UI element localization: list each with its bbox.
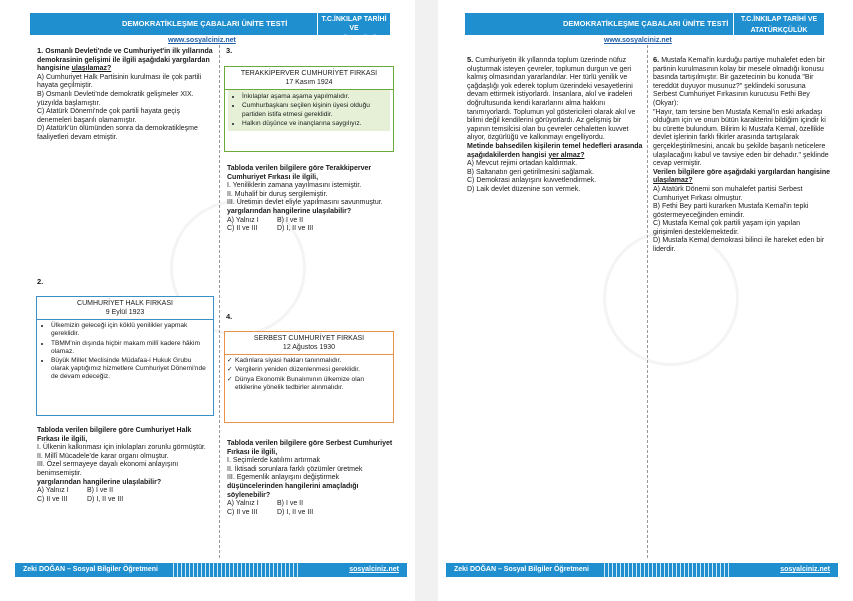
- table-title: [37, 297, 213, 320]
- page-left: [0, 0, 415, 601]
- option-d[interactable]: D) Mustafa Kemal demokrasi bilinci ile hareket eden bir liderdir.: [653, 237, 825, 254]
- question-4: [227, 440, 395, 517]
- party-date: 17 Kasım 1924: [285, 78, 333, 86]
- option-a[interactable]: A) Cumhuriyet Halk Partisinin kurulması ile çok partili hayata geçilmiştir.: [37, 73, 202, 90]
- footer-bar: [15, 563, 407, 577]
- option-c[interactable]: C) Demokrasi anlayışını kuvvetlendirmek.: [467, 177, 597, 185]
- course-label-line2: ATATÜRKÇÜLÜK: [325, 36, 383, 43]
- question-number: 2.: [37, 277, 44, 286]
- option-d[interactable]: D) Laik devlet düzenine son vermek.: [467, 185, 581, 193]
- question-number: 4.: [226, 312, 233, 321]
- party-name: TERAKKİPERVER CUMHURİYET FIRKASI: [240, 70, 378, 77]
- footer-site-link[interactable]: sosyalciniz.net: [349, 566, 399, 573]
- statement-item: I. Ülkenin kalkınması için inkılapları zorunlu görmüştür.: [37, 444, 206, 452]
- option-b[interactable]: B) Fethi Bey parti kurarken Mustafa Kemal'in tepki göstermeyeceğinden emindir.: [653, 203, 809, 219]
- course-label-line1: T.C.İNKILAP TARİHİ VE: [321, 16, 387, 32]
- bullet-item: ✓ Vergilerin yeniden düzenlenmesi gereklidir.: [235, 366, 389, 374]
- option-d[interactable]: D) Atatürk'ün ölümünden sonra da demokratikleşme faaliyetleri devam etmiştir.: [37, 125, 198, 141]
- header-site-link[interactable]: www.sosyalciniz.net: [604, 37, 672, 44]
- bullet-item: ✓ Kadınlara siyasi hakları tanınmalıdır.: [235, 357, 389, 365]
- bullet-item: • Ülkemizin geleceği için köklü yenilikler yapmak gereklidir.: [51, 322, 209, 338]
- bullet-item: ✓ Dünya Ekonomik Bunalımının ülkemize olan etkilerine yönelik tedbirler alınmalıdır.: [235, 376, 389, 392]
- bullet-item: • Büyük Millet Meclisinde Müdafaa-i Hukuk Grubu olarak yaptığımız hizmetlere Cumhuriyet Dönemi'nde de devam edeceğiz.: [51, 357, 209, 382]
- option-c[interactable]: C) II ve III: [227, 508, 258, 516]
- header-title: DEMOKRATİKLEŞME ÇABALARI ÜNİTE TESTİ: [563, 19, 729, 28]
- statement-item: I. Yeniliklerin zamana yayılmasını istemiştir.: [227, 182, 362, 190]
- question-3: [227, 165, 395, 234]
- statement-item: II. Muhalif bir duruş sergilemiştir.: [227, 190, 328, 198]
- bullet-list: [228, 93, 390, 131]
- question-number: 1.: [37, 46, 44, 55]
- question-stem-emphasis: yer almaz?: [548, 151, 585, 159]
- statement-item: III. Egemenlik anlayışını değiştirmek: [227, 474, 340, 482]
- question-2-number: [37, 278, 43, 288]
- option-d[interactable]: D) I, II ve III: [87, 495, 124, 503]
- footer-author: Zeki DOĞAN – Sosyal Bilgiler Öğretmeni: [23, 566, 158, 573]
- option-a[interactable]: A) Mevcut rejimi ortadan kaldırmak.: [467, 160, 578, 168]
- column-divider: [219, 45, 220, 558]
- header-title-bar: [30, 13, 317, 35]
- question-quote: "Hayır, tam tersine ben Mustafa Kemal'in eski arkadaşı olduğum için ve onun bütün karakterini bildiğim içindir ki bu cürette bulundum. Bilirim ki Mustafa Kemal, özellikle devlet işlerinin farklı fikirler arasında tartışılarak gerçekleştirilmesini, ancak bu şekilde başarılı neticelere ulaşılacağını kabul ve tavsiye eden bir dehadır." şeklinde cevap vermiştir.: [653, 108, 829, 168]
- page-right: [438, 0, 853, 601]
- statement-item: III. Özel sermayeye dayalı ekonomi anlayışını benimsemiştir.: [37, 461, 179, 477]
- question-prompt: düşüncelerinden hangilerini amaçladığı söylenebilir?: [227, 482, 359, 499]
- footer-stripe: [601, 563, 731, 577]
- question-passage: Mustafa Kemal'in kurduğu partiye muhalefet eden bir partinin kurulmasının kolay bir mesele olmadığı konusu basında tartışılmıştır. Bir gazetecinin bu konuda "Bir tereddüt duyuyor musunuz?" şeklindeki sorusuna Serbest Cumhuriyet Fırkasının kurucusu Fethi Bey (Okyar):: [653, 57, 825, 107]
- footer-site-link[interactable]: sosyalciniz.net: [780, 566, 830, 573]
- question-stem: Tabloda verilen bilgilere göre Cumhuriyet Halk Fırkası ile ilgili,: [37, 427, 192, 443]
- question-prompt: yargılarından hangilerine ulaşılabilir?: [37, 478, 162, 486]
- table-body: [228, 90, 390, 131]
- statement-item: III. Üretimin devlet eliyle yapılmasını savunmuştur.: [227, 199, 383, 207]
- statement-item: II. İktisadi sorunlara farklı çözümler üretmek: [227, 465, 363, 473]
- header-course-label: [734, 13, 824, 35]
- page-gutter: [415, 0, 438, 601]
- question-number: 6.: [653, 55, 660, 64]
- question-stem: Tabloda verilen bilgilere göre Serbest Cumhuriyet Fırkası ile ilgili,: [227, 440, 393, 456]
- question-stem: Tabloda verilen bilgilere göre Terakkiperver Cumhuriyet Fırkası ile ilgili,: [227, 165, 372, 181]
- question-stem-emphasis: ulaşılamaz?: [71, 65, 112, 73]
- question-stem: Metinde bahsedilen kişilerin temel hedefleri arasında aşağıdakilerden hangisi: [467, 142, 643, 159]
- header-title-bar: [465, 13, 733, 35]
- course-label-line1: T.C.İNKILAP TARİHİ VE: [740, 16, 818, 23]
- table-terakkiperver-firkasi: [224, 66, 394, 152]
- question-number: 3.: [226, 46, 233, 55]
- bullet-item: • Halkın düşünce ve inançlarına saygılıyız.: [242, 120, 386, 128]
- party-name: CUMHURİYET HALK FIRKASI: [77, 300, 173, 307]
- option-d[interactable]: D) I, II ve III: [277, 225, 314, 233]
- option-a[interactable]: A) Yalnız I: [227, 216, 259, 224]
- question-2: [37, 427, 215, 504]
- bullet-list: [37, 322, 213, 384]
- party-name: SERBEST CUMHURİYET FIRKASI: [253, 335, 365, 342]
- option-c[interactable]: C) II ve III: [227, 225, 258, 233]
- question-stem-emphasis: ulaşılamaz?: [653, 177, 693, 185]
- header-title: DEMOKRATİKLEŞME ÇABALARI ÜNİTE TESTİ: [122, 19, 288, 28]
- bullet-item: • TBMM'nin dışında hiçbir makam millî kadere hâkim olamaz.: [51, 340, 209, 356]
- header-site-link[interactable]: www.sosyalciniz.net: [168, 37, 236, 44]
- footer-stripe: [170, 563, 300, 577]
- option-b[interactable]: B) I ve II: [277, 216, 304, 224]
- question-5: [467, 56, 643, 195]
- table-title: [225, 67, 393, 90]
- statement-item: I. Seçimlerde katılımı artırmak: [227, 457, 320, 465]
- footer-bar: [446, 563, 838, 577]
- question-passage: Cumhuriyetin ilk yıllarında toplum üzerinde nüfuz oluşturmak isteyen çevreler, toplumun durgun ve geri kalmış olmasından yararlandılar. Her türlü yenilik ve çağdaşlığı yok ederek toplum üzerindeki vesayetlerini devam ettirmek istiyorlardı. İnsanlara, akıl ve iradeleri doğrultusunda kendi kararlarını alma hakkını tanımıyorlardı. Toplumun yol göstericileri olarak akıl ve bilimi değil kendilerini görüyorlardı. Az gelişmiş bir yapının temsilcisi olan bu çevreler cehaletten kuvvet alıyor, özgürlüğü ve kalkınmayı engelliyordu.: [467, 57, 636, 142]
- table-serbest-firkasi: [224, 331, 394, 423]
- footer-author: Zeki DOĞAN – Sosyal Bilgiler Öğretmeni: [454, 566, 589, 573]
- option-b[interactable]: B) I ve II: [87, 487, 114, 495]
- option-b[interactable]: B) I ve II: [277, 500, 304, 508]
- bullet-list: [225, 357, 393, 395]
- option-c[interactable]: C) II ve III: [37, 495, 68, 503]
- party-date: 9 Eylül 1923: [105, 308, 145, 316]
- table-title: [225, 332, 393, 355]
- bullet-item: • Cumhurbaşkanı seçilen kişinin üyesi olduğu partiden istifa etmesi gereklidir.: [242, 102, 386, 118]
- option-a[interactable]: A) Atatürk Dönemi son muhalefet partisi Serbest Cumhuriyet Fırkası olmuştur.: [653, 185, 803, 202]
- statement-item: II. Millî Mücadele'de karar organı olmuştur.: [37, 452, 169, 460]
- question-number: 5.: [467, 55, 474, 64]
- question-6: [653, 56, 831, 255]
- question-stem: Verilen bilgilere göre aşağıdaki yargılardan hangisine: [653, 168, 831, 176]
- option-d[interactable]: D) I, II ve III: [277, 508, 314, 516]
- question-1: [37, 47, 215, 143]
- question-4-number: [226, 313, 232, 323]
- column-divider: [647, 45, 648, 558]
- option-b[interactable]: B) Osmanlı Devleti'nde demokratik gelişmeler XIX. yüzyılda başlamıştır.: [37, 90, 194, 107]
- question-prompt: yargılarından hangilerine ulaşılabilir?: [227, 207, 352, 215]
- course-label-line2: ATATÜRKÇÜLÜK: [750, 27, 808, 34]
- option-a[interactable]: A) Yalnız I: [37, 487, 69, 495]
- bullet-item: • İnkılaplar aşama aşama yapılmalıdır.: [242, 93, 386, 101]
- option-b[interactable]: B) Saltanatın geri getirilmesini sağlamak.: [467, 168, 594, 176]
- option-c[interactable]: C) Mustafa Kemal çok partili yaşam için yapılan girişimleri desteklemektedir.: [653, 220, 801, 236]
- header-course-label: [318, 13, 390, 43]
- party-date: 12 Ağustos 1930: [282, 343, 336, 351]
- question-stem: Osmanlı Devleti'nde ve Cumhuriyet'in ilk yıllarında demokrasinin gelişimi ile ilgili aşağıdaki yargılardan hangisine: [37, 48, 213, 73]
- table-cumhuriyet-halk-firkasi: [36, 296, 214, 416]
- option-c[interactable]: C) Atatürk Dönemi'nde çok partili hayata geçiş denemeleri başarılı olamamıştır.: [37, 108, 180, 124]
- question-3-number: [226, 47, 232, 57]
- option-a[interactable]: A) Yalnız I: [227, 500, 259, 508]
